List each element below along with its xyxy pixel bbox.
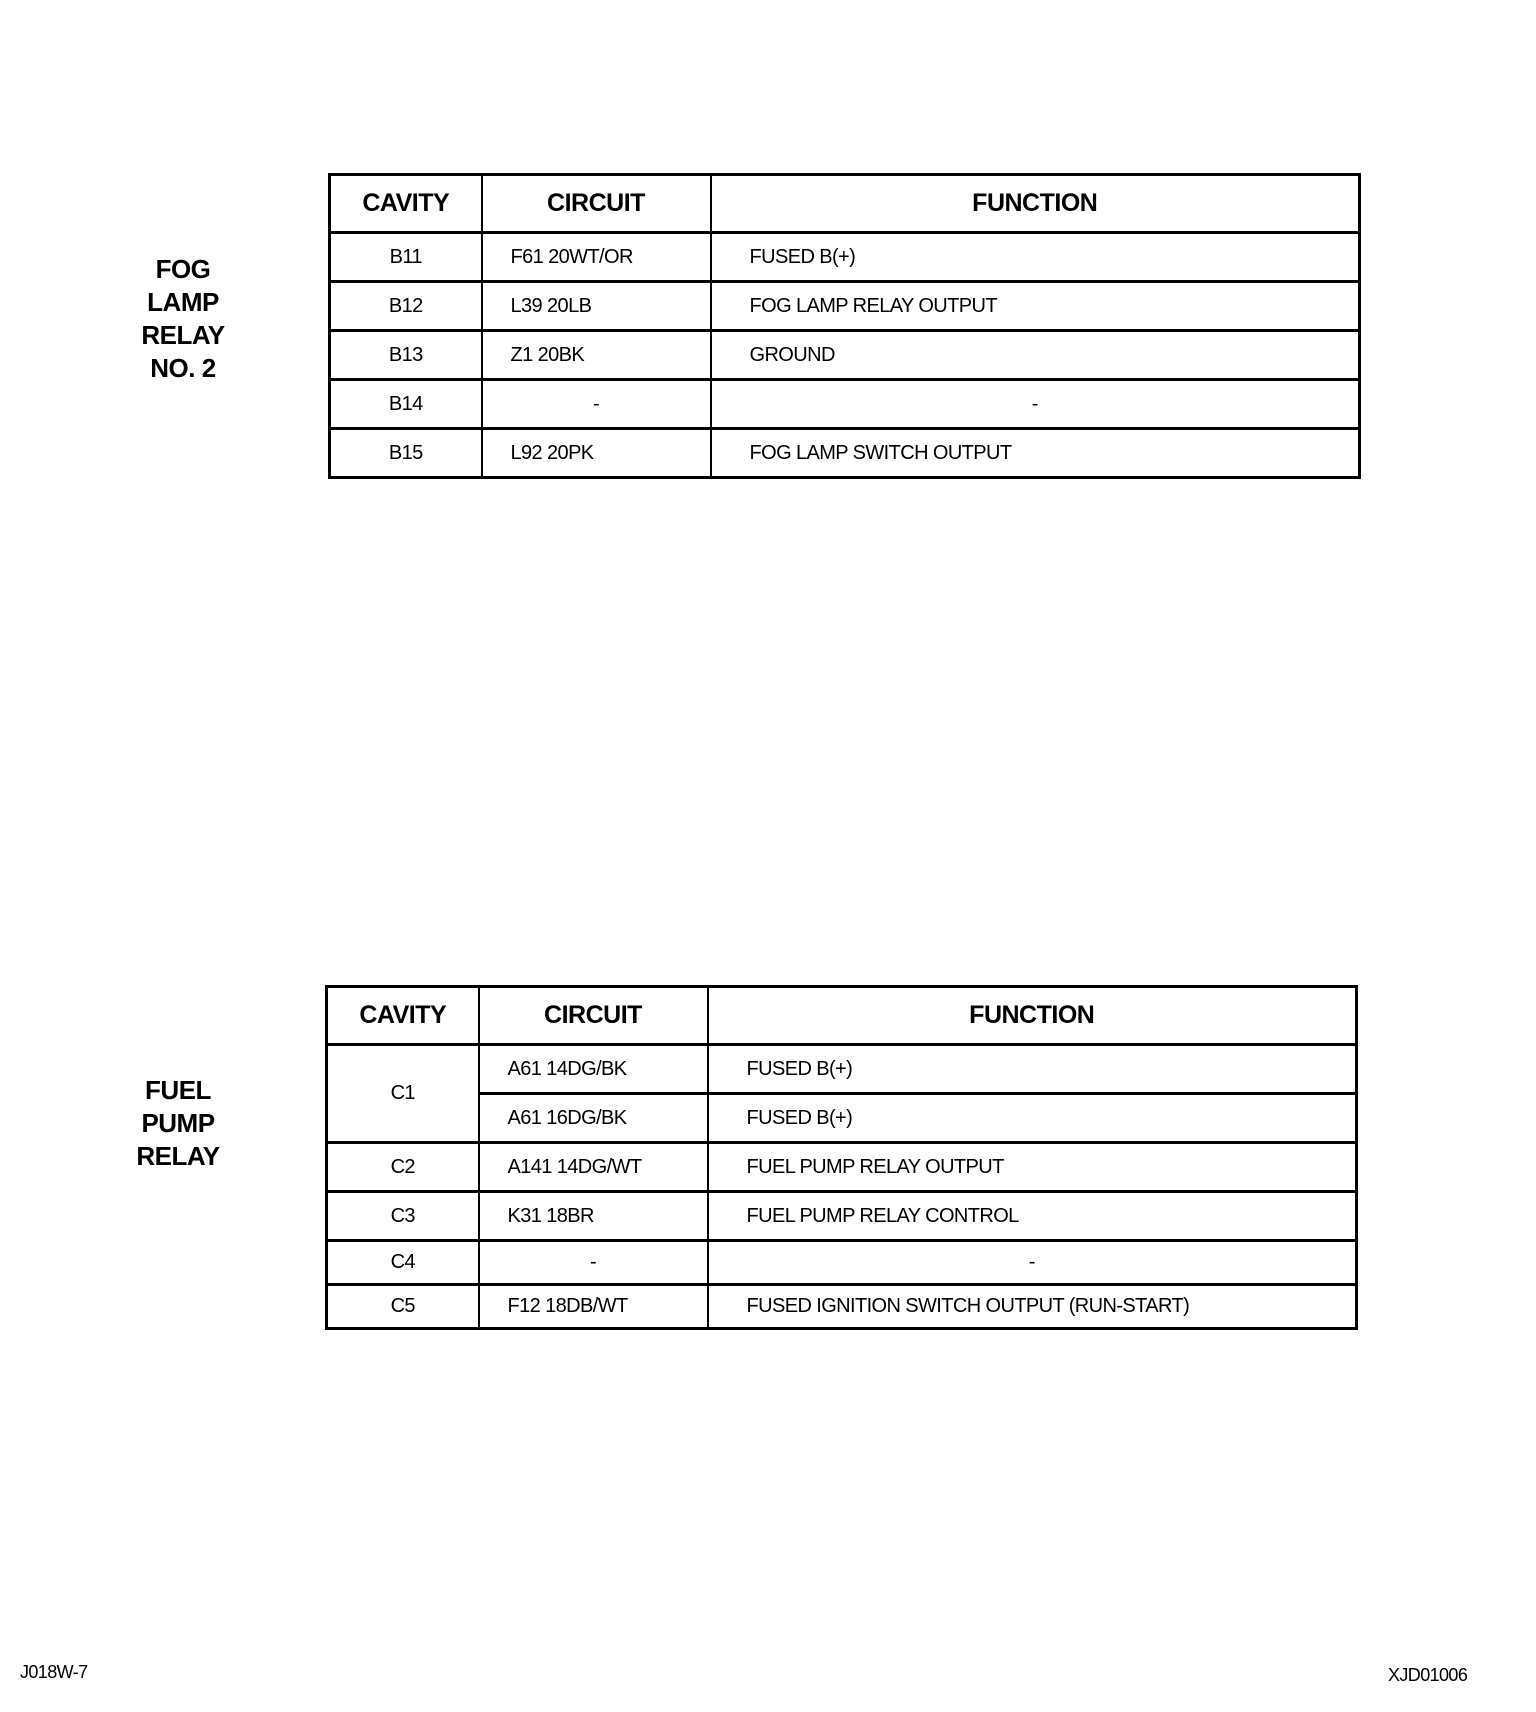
table-row <box>330 429 1360 478</box>
figure-code-right: XJD01006 <box>1388 1665 1468 1685</box>
fuel-pump-relay-label <box>98 1074 258 1173</box>
fuel-pump-relay-table <box>325 985 1358 1330</box>
cavity-cell: B15 <box>330 429 482 478</box>
label-line: FUEL <box>145 1075 211 1105</box>
cavity-cell: B13 <box>330 331 482 380</box>
cavity-cell: C1 <box>327 1045 479 1143</box>
table-row <box>330 233 1360 282</box>
function-cell: - <box>708 1241 1357 1285</box>
circuit-cell: - <box>482 380 711 429</box>
cavity-cell: B11 <box>330 233 482 282</box>
header-function: FUNCTION <box>708 987 1357 1045</box>
table-row <box>327 1045 1357 1094</box>
cavity-cell: B12 <box>330 282 482 331</box>
table-row <box>327 1241 1357 1285</box>
function-cell: FUEL PUMP RELAY OUTPUT <box>708 1143 1357 1192</box>
table-row <box>330 331 1360 380</box>
label-line: RELAY <box>141 320 225 350</box>
label-line: PUMP <box>141 1108 215 1138</box>
label-line: LAMP <box>147 287 219 317</box>
circuit-cell: A141 14DG/WT <box>479 1143 708 1192</box>
table-row <box>327 1094 1357 1143</box>
circuit-cell: - <box>479 1241 708 1285</box>
header-function: FUNCTION <box>711 175 1360 233</box>
table-header-row <box>330 175 1360 233</box>
table-row <box>330 282 1360 331</box>
circuit-cell: A61 14DG/BK <box>479 1045 708 1094</box>
function-cell: FUEL PUMP RELAY CONTROL <box>708 1192 1357 1241</box>
circuit-cell: L39 20LB <box>482 282 711 331</box>
function-cell: FOG LAMP RELAY OUTPUT <box>711 282 1360 331</box>
cavity-cell: C3 <box>327 1192 479 1241</box>
circuit-cell: L92 20PK <box>482 429 711 478</box>
function-cell: FUSED B(+) <box>711 233 1360 282</box>
header-circuit: CIRCUIT <box>479 987 708 1045</box>
cavity-cell: B14 <box>330 380 482 429</box>
table-row <box>327 1192 1357 1241</box>
table-row <box>327 1143 1357 1192</box>
header-cavity: CAVITY <box>330 175 482 233</box>
function-cell: - <box>711 380 1360 429</box>
function-cell: FOG LAMP SWITCH OUTPUT <box>711 429 1360 478</box>
circuit-cell: Z1 20BK <box>482 331 711 380</box>
circuit-cell: F12 18DB/WT <box>479 1285 708 1329</box>
label-line: RELAY <box>136 1141 220 1171</box>
circuit-cell: K31 18BR <box>479 1192 708 1241</box>
table-header-row <box>327 987 1357 1045</box>
label-line: FOG <box>155 254 211 284</box>
function-cell: FUSED B(+) <box>708 1094 1357 1143</box>
header-circuit: CIRCUIT <box>482 175 711 233</box>
function-cell: FUSED B(+) <box>708 1045 1357 1094</box>
fog-lamp-relay-table <box>328 173 1361 479</box>
function-cell: FUSED IGNITION SWITCH OUTPUT (RUN-START) <box>708 1285 1357 1329</box>
label-line: NO. 2 <box>150 353 216 383</box>
header-cavity: CAVITY <box>327 987 479 1045</box>
table-row <box>327 1285 1357 1329</box>
circuit-cell: A61 16DG/BK <box>479 1094 708 1143</box>
cavity-cell: C4 <box>327 1241 479 1285</box>
function-cell: GROUND <box>711 331 1360 380</box>
cavity-cell: C2 <box>327 1143 479 1192</box>
figure-code-left: J018W-7 <box>20 1662 88 1682</box>
fog-lamp-relay-label <box>103 253 263 385</box>
cavity-cell: C5 <box>327 1285 479 1329</box>
circuit-cell: F61 20WT/OR <box>482 233 711 282</box>
table-row <box>330 380 1360 429</box>
